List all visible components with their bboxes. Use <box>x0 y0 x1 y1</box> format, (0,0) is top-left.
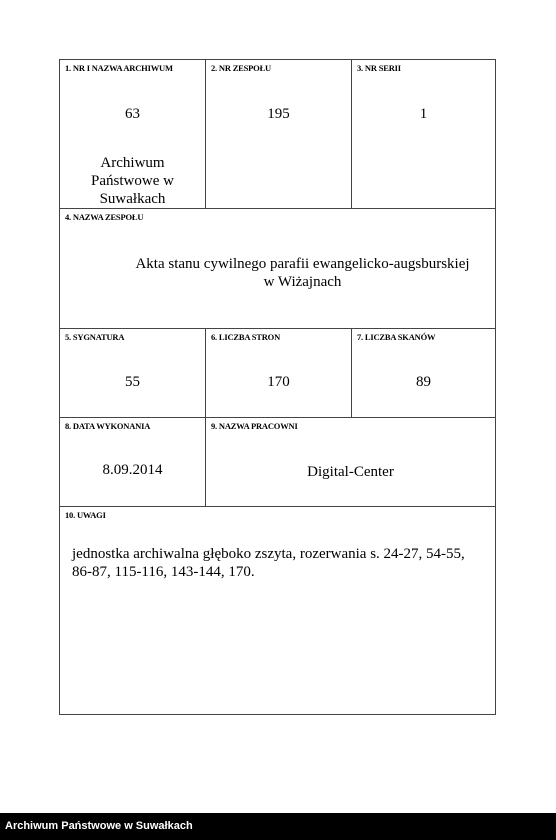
metadata-card <box>59 59 496 715</box>
scan-count-value: 89 <box>416 374 431 390</box>
series-number-cell <box>351 59 496 209</box>
notes-label: 10. UWAGI <box>65 510 106 520</box>
page-count-label: 6. LICZBA STRON <box>211 332 281 342</box>
signature-cell <box>59 328 206 418</box>
archive-cell <box>59 59 206 209</box>
date-value: 8.09.2014 <box>102 462 163 478</box>
notes-text: jednostka archiwalna głęboko zszyta, rozerwania s. 24-27, 54-55, 86-87, 115-116, 143-144, 170. <box>72 546 465 580</box>
signature-value: 55 <box>125 374 140 390</box>
series-number: 1 <box>419 106 428 122</box>
fonds-number-cell <box>205 59 352 209</box>
fonds-name-label: 4. NAZWA ZESPOŁU <box>65 212 144 222</box>
page-count-value: 170 <box>267 374 290 390</box>
scan-count-cell <box>351 328 496 418</box>
fonds-name: Akta stanu cywilnego parafii ewangelicko-augsburskiej w Wiżajnach <box>135 256 470 290</box>
archive-footer: Archiwum Państwowe w Suwałkach <box>0 813 556 840</box>
archive-label: 1. NR I NAZWA ARCHIWUM <box>65 63 173 73</box>
fonds-name-cell <box>59 208 496 329</box>
fonds-number: 195 <box>267 106 290 122</box>
notes-cell <box>59 506 496 715</box>
page-count-cell <box>205 328 352 418</box>
studio-name: Digital-Center <box>307 464 394 480</box>
studio-cell <box>205 417 496 507</box>
series-number-label: 3. NR SERII <box>357 63 401 73</box>
archive-number: 63 <box>125 106 140 122</box>
date-cell <box>59 417 206 507</box>
date-label: 8. DATA WYKONANIA <box>65 421 151 431</box>
scan-count-label: 7. LICZBA SKANÓW <box>357 332 436 342</box>
archive-name: Archiwum Państwowe w Suwałkach <box>91 155 174 207</box>
fonds-number-label: 2. NR ZESPOŁU <box>211 63 271 73</box>
studio-label: 9. NAZWA PRACOWNI <box>211 421 298 431</box>
signature-label: 5. SYGNATURA <box>65 332 125 342</box>
